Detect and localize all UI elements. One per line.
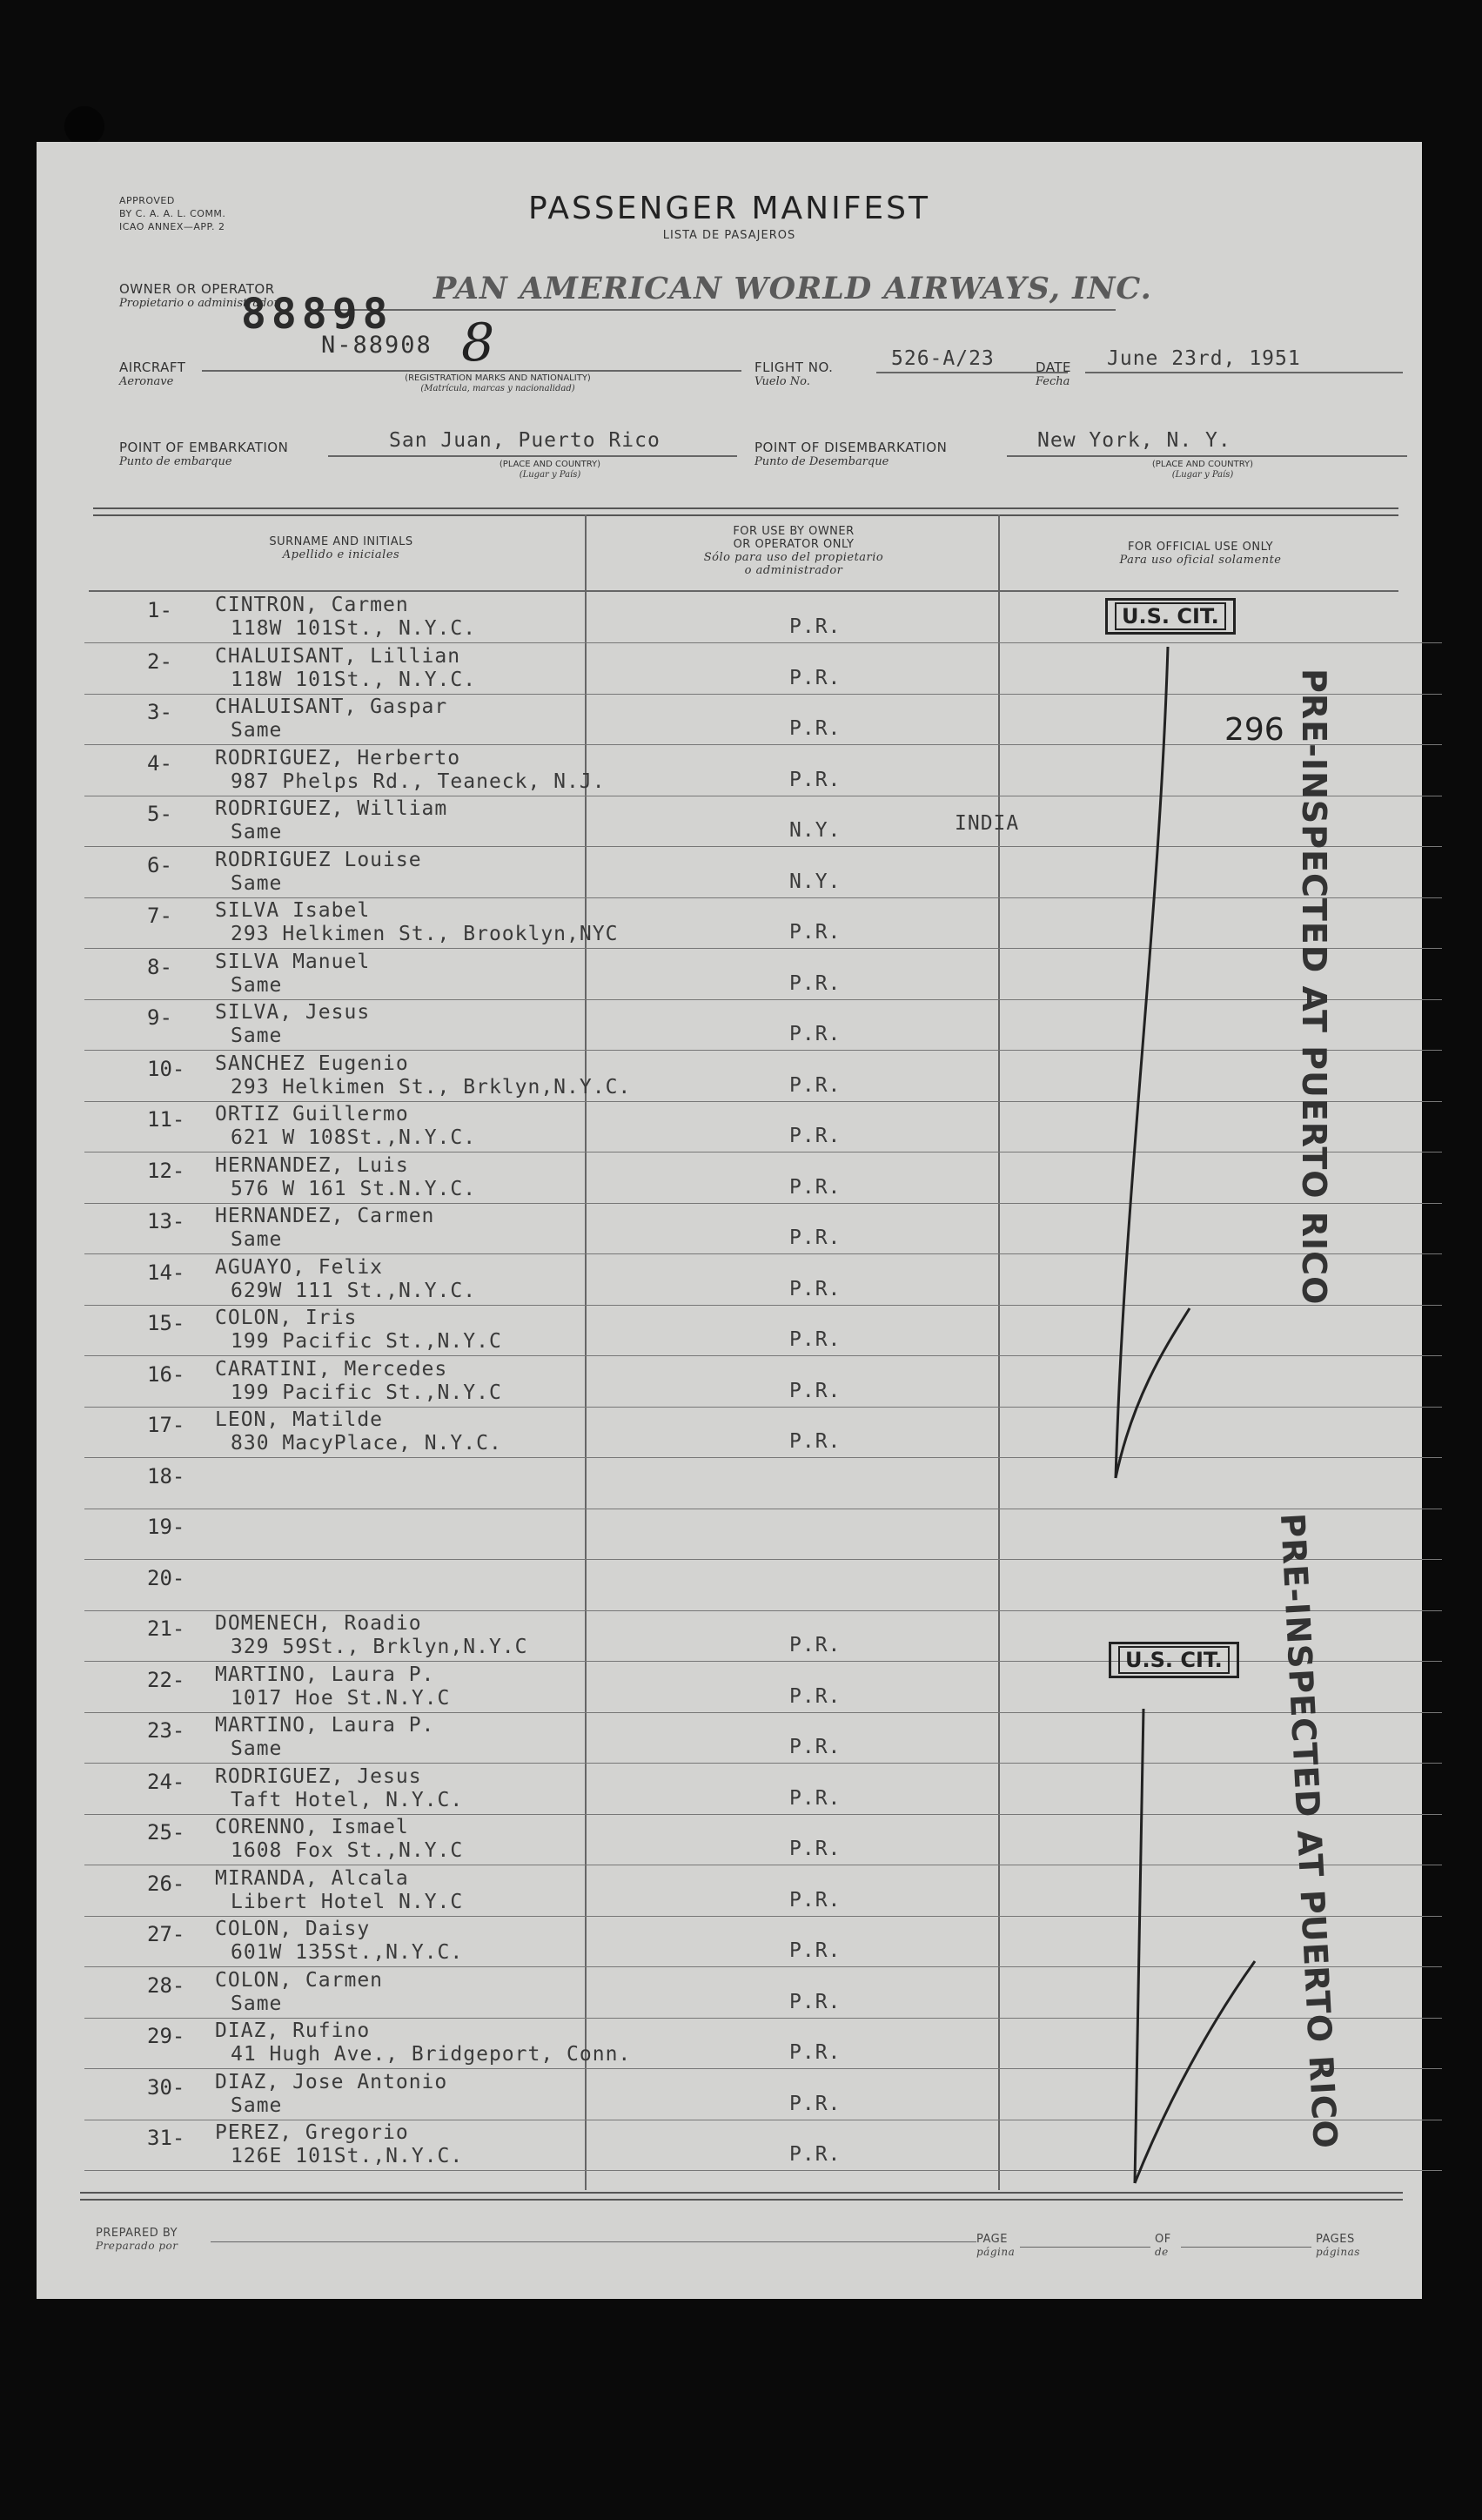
origin-code: P.R. [789,1634,842,1656]
passenger-name: RODRIGUEZ, Jesus [215,1764,422,1788]
row-number: 30- [147,2074,185,2100]
passenger-name: COLON, Carmen [215,1968,384,1992]
row-number: 12- [147,1158,185,1183]
passenger-address: Same [231,1228,283,1251]
table-row [84,1764,1442,1815]
table-row [84,848,1442,898]
table-row [84,950,1442,1000]
row-rule [84,2170,1442,2171]
passenger-note: INDIA [955,812,1020,835]
airline-name: PAN AMERICAN WORLD AIRWAYS, INC. [433,271,1152,306]
passenger-address: Same [231,2093,283,2117]
table-row [84,1561,1442,1611]
owner-underline [315,309,1116,311]
pre-inspected-stamp: PRE-INSPECTED AT PUERTO RICO [1272,1512,1345,2151]
passenger-name: CHALUISANT, Gaspar [215,696,448,718]
passenger-address: 199 Pacific St.,N.Y.C [231,1381,502,1404]
passenger-address: Same [231,871,283,895]
table-row [84,746,1442,796]
column-header-owner-use: FOR USE BY OWNER OR OPERATOR ONLY Sólo para uso del propietario o administrador [703,525,884,577]
table-row [84,1052,1442,1102]
date-underline [1085,372,1403,373]
prepared-by-label: PREPARED BY Preparado por [96,2227,178,2252]
row-number: 22- [147,1667,185,1692]
owner-label: OWNER OR OPERATOR Propietario o administrador [119,281,279,310]
passenger-name: COLON, Iris [215,1307,358,1329]
passenger-address: Same [231,719,283,742]
flight-number: 526-A/23 [891,347,995,370]
origin-code: P.R. [789,1990,842,2013]
page-line [1020,2247,1150,2248]
table-row [84,1459,1442,1509]
date-label: DATE Fecha [1036,360,1072,388]
origin-code: P.R. [789,1226,842,1249]
origin-code: P.R. [789,1786,842,1810]
row-number: 28- [147,1972,185,1998]
embarkation-note: (PLACE AND COUNTRY) (Lugar y País) [499,460,601,480]
origin-code: P.R. [789,1023,842,1045]
origin-code: P.R. [789,1073,842,1097]
passenger-address: 629W 111 St.,N.Y.C. [231,1279,477,1302]
passenger-name: RODRIGUEZ, Herberto [215,746,461,769]
origin-code: N.Y. [789,819,842,842]
pages-label: PAGES páginas [1316,2233,1360,2258]
passenger-address: 293 Helkimen St., Brklyn,N.Y.C. [231,1075,632,1099]
row-number: 13- [147,1209,185,1233]
passenger-address: Taft Hotel, N.Y.C. [231,1788,464,1811]
row-number: 14- [147,1260,185,1285]
origin-code: P.R. [789,1125,842,1147]
row-number: 26- [147,1871,185,1896]
passenger-name: MARTINO, Laura P. [215,1714,435,1737]
table-row [84,796,1442,847]
passenger-address: 576 W 161 St.N.Y.C. [231,1177,477,1200]
table-row [84,1815,1442,1865]
row-number: 21- [147,1616,185,1641]
origin-code: P.R. [789,1430,842,1453]
origin-code: P.R. [789,1736,842,1758]
passenger-address: Same [231,973,283,997]
manifest-sheet [37,142,1422,2299]
row-number: 25- [147,1820,185,1845]
aircraft-handwritten-number: 88898 [241,290,393,339]
passenger-name: MIRANDA, Alcala [215,1866,409,1890]
passenger-name: AGUAYO, Felix [215,1255,384,1279]
passenger-name: ORTIZ Guillermo [215,1103,409,1126]
passenger-name: CARATINI, Mercedes [215,1357,448,1381]
row-number: 17- [147,1413,185,1437]
approval-note: APPROVED BY C. A. A. L. COMM. ICAO ANNEX—APP. 2 [119,195,226,232]
row-number: 9- [147,1005,172,1030]
row-number: 7- [147,904,172,928]
us-citizen-stamp: U.S. CIT. [1109,1642,1239,1678]
table-row [84,1968,1442,2019]
table-row [84,1866,1442,1917]
passenger-name: HERNANDEZ, Carmen [215,1205,435,1227]
passenger-name: DOMENECH, Roadio [215,1612,422,1635]
passenger-address: Same [231,1737,283,1760]
handwritten-correction-mark: 8 [461,312,495,373]
passenger-name: SILVA Manuel [215,950,371,973]
passenger-name: PEREZ, Gregorio [215,2121,409,2144]
row-number: 15- [147,1311,185,1335]
passenger-address: 621 W 108St.,N.Y.C. [231,1126,477,1149]
row-number: 23- [147,1718,185,1743]
passenger-address: 329 59St., Brklyn,N.Y.C [231,1636,528,1658]
table-row [84,1408,1442,1458]
flight-date: June 23rd, 1951 [1107,347,1301,370]
us-citizen-stamp: U.S. CIT. [1105,598,1236,635]
row-number: 5- [147,802,172,826]
row-number: 29- [147,2024,185,2048]
row-number: 20- [147,1565,185,1590]
column-header-surname: SURNAME AND INITIALS Apellido e iniciales [269,535,413,561]
passenger-name: CINTRON, Carmen [215,594,409,616]
aircraft-note: (REGISTRATION MARKS AND NATIONALITY) (Matrícula, marcas y nacionalidad) [405,373,591,393]
of-line [1181,2247,1311,2248]
origin-code: P.R. [789,2092,842,2115]
passenger-name: CORENNO, Ismael [215,1816,409,1838]
origin-code: P.R. [789,921,842,944]
passenger-name: MARTINO, Laura P. [215,1663,435,1686]
table-row [84,1357,1442,1408]
row-number: 3- [147,700,172,724]
table-bottom-rule [80,2192,1403,2201]
punch-hole [64,106,104,146]
table-row [84,1153,1442,1204]
table-row [84,1509,1442,1560]
passenger-address: 293 Helkimen St., Brooklyn,NYC [231,923,619,945]
passenger-name: HERNANDEZ, Luis [215,1153,409,1177]
pre-inspected-stamp: PRE-INSPECTED AT PUERTO RICO [1295,669,1333,1306]
row-number: 16- [147,1361,185,1387]
disembarkation-note: (PLACE AND COUNTRY) (Lugar y País) [1151,460,1254,480]
passenger-address: Libert Hotel N.Y.C [231,1890,464,1913]
passenger-address: 199 Pacific St.,N.Y.C [231,1330,502,1353]
passenger-name: CHALUISANT, Lillian [215,644,461,668]
row-number: 11- [147,1107,185,1132]
origin-code: P.R. [789,971,842,995]
prepared-by-line [211,2241,976,2242]
page-label: PAGE página [976,2233,1016,2258]
of-label: OF de [1155,2233,1171,2258]
row-number: 8- [147,954,172,979]
disembarkation-label: POINT OF DISEMBARKATION Punto de Desembarque [754,440,948,468]
passenger-name: RODRIGUEZ, William [215,797,448,820]
table-row [84,898,1442,949]
passenger-address: 126E 101St.,N.Y.C. [231,2145,464,2167]
disembarkation-underline [1007,455,1407,457]
passenger-address: 41 Hugh Ave., Bridgeport, Conn. [231,2043,632,2066]
row-number: 24- [147,1769,185,1794]
passenger-name: LEON, Matilde [215,1408,384,1431]
table-row [84,1917,1442,1967]
origin-code: P.R. [789,1277,842,1300]
page-title: PASSENGER MANIFEST [527,191,931,226]
table-row [84,1255,1442,1306]
row-number: 2- [147,648,172,674]
origin-code: P.R. [789,2041,842,2064]
passenger-name: SILVA Isabel [215,899,371,922]
row-number: 31- [147,2126,185,2150]
passenger-name: SANCHEZ Eugenio [215,1052,409,1075]
passenger-address: Same [231,821,283,843]
origin-code: N.Y. [789,870,842,893]
passenger-address: 1017 Hoe St.N.Y.C [231,1686,451,1710]
table-row [84,2120,1442,2171]
passenger-name: RODRIGUEZ Louise [215,848,422,871]
passenger-name: SILVA, Jesus [215,1001,371,1024]
table-row [84,1000,1442,1051]
origin-code: P.R. [789,615,842,638]
passenger-address: 118W 101St., N.Y.C. [231,617,477,640]
table-row [84,644,1442,695]
embarkation-underline [328,455,737,457]
stamp-number: 296 [1224,712,1284,748]
table-row [84,2070,1442,2120]
origin-code: P.R. [789,1888,842,1912]
passenger-name: DIAZ, Jose Antonio [215,2070,448,2093]
origin-code: P.R. [789,768,842,791]
row-number: 6- [147,852,172,877]
row-number: 4- [147,750,172,776]
passenger-address: 601W 135St.,N.Y.C. [231,1941,464,1964]
origin-code: P.R. [789,666,842,689]
table-row [84,1204,1442,1254]
passenger-address: Same [231,1992,283,2015]
disembarkation-value: New York, N. Y. [1037,429,1231,452]
table-top-rule [93,507,1398,516]
table-row [84,1713,1442,1764]
row-number: 27- [147,1922,185,1946]
header-bottom-rule [89,590,1398,592]
table-row [84,1306,1442,1356]
embarkation-label: POINT OF EMBARKATION Punto de embarque [119,440,289,468]
passenger-name: COLON, Daisy [215,1918,371,1940]
row-number: 10- [147,1056,185,1081]
passenger-address: 830 MacyPlace, N.Y.C. [231,1432,502,1455]
embarkation-value: San Juan, Puerto Rico [389,429,661,452]
origin-code: P.R. [789,1175,842,1199]
origin-code: P.R. [789,1838,842,1860]
aircraft-label: AIRCRAFT Aeronave [119,360,186,388]
passenger-name: DIAZ, Rufino [215,2019,371,2042]
origin-code: P.R. [789,1379,842,1402]
origin-code: P.R. [789,717,842,740]
aircraft-registration: N-88908 [321,332,433,359]
row-number: 19- [147,1515,185,1539]
origin-code: P.R. [789,1328,842,1351]
row-number: 1- [147,598,172,622]
origin-code: P.R. [789,2143,842,2166]
page-subtitle: LISTA DE PASAJEROS [662,229,796,242]
table-row [84,593,1442,643]
origin-code: P.R. [789,1684,842,1708]
column-header-official-use: FOR OFFICIAL USE ONLY Para uso oficial solamente [1119,541,1282,567]
flight-label: FLIGHT NO. Vuelo No. [754,360,834,388]
passenger-address: 118W 101St., N.Y.C. [231,668,477,691]
table-row [84,1102,1442,1152]
passenger-address: 1608 Fox St.,N.Y.C [231,1839,464,1862]
aircraft-underline [202,370,741,372]
table-row [84,2019,1442,2069]
passenger-address: Same [231,1025,283,1047]
row-number: 18- [147,1463,185,1488]
passenger-address: 987 Phelps Rd., Teaneck, N.J. [231,769,606,793]
origin-code: P.R. [789,1939,842,1962]
